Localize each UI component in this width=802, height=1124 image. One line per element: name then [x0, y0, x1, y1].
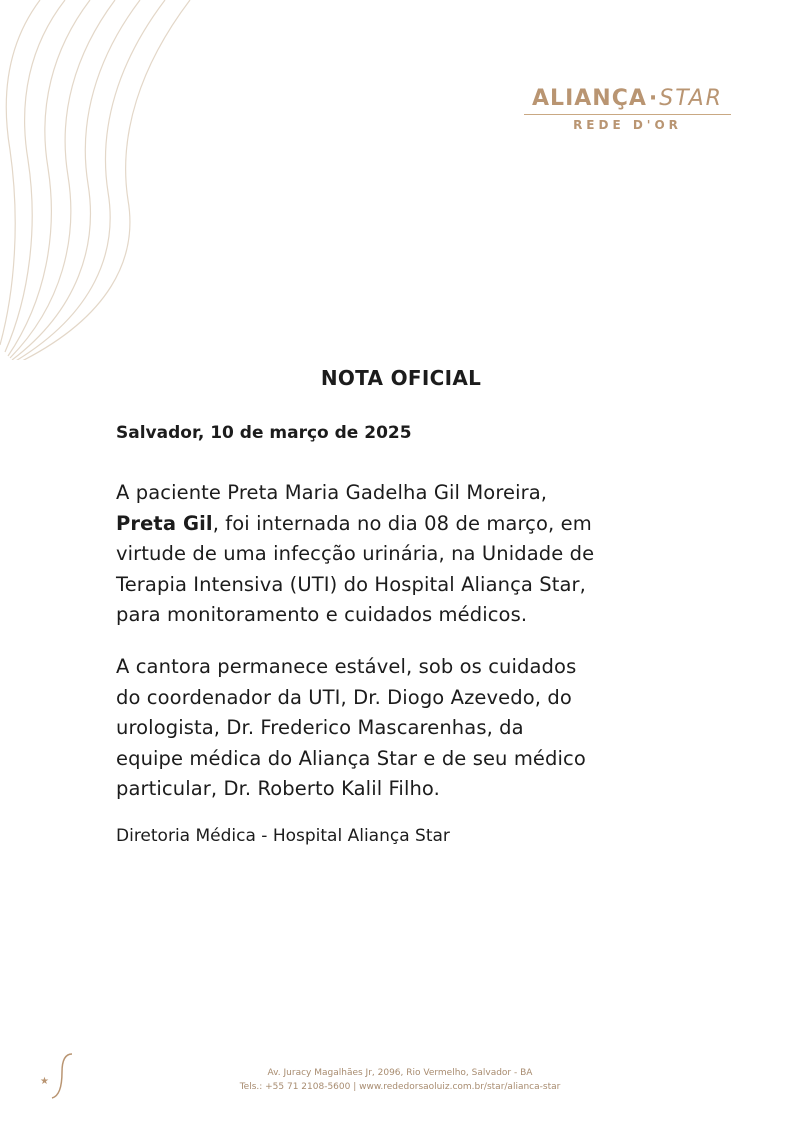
paragraph-1 [116, 478, 716, 631]
brand-logo [520, 86, 735, 132]
paragraph-2-line-2: do coordenador da UTI, Dr. Diogo Azevedo, do [116, 685, 572, 709]
paragraph-2-line-4: equipe médica do Aliança Star e de seu médico [116, 746, 586, 770]
footer-address: Av. Juracy Magalhães Jr, 2096, Rio Vermelho, Salvador - BA [267, 1068, 533, 1078]
signature: Diretoria Médica - Hospital Aliança Star [116, 826, 450, 846]
paragraph-1-line-3: virtude de uma infecção urinária, na Unidade de [116, 542, 595, 565]
footer-star-s-mark [38, 1050, 82, 1102]
footer-contact [170, 1066, 630, 1094]
logo-star-text: STAR [659, 86, 723, 111]
logo-dot: · [648, 86, 659, 111]
paragraph-1-line-2 [116, 509, 716, 540]
patient-name-bold: Preta Gil [116, 511, 213, 535]
document-date: Salvador, 10 de março de 2025 [116, 423, 412, 443]
paragraph-1-line-1: A paciente Preta Maria Gadelha Gil Moreira, [116, 481, 548, 504]
decorative-wave-lines [0, 0, 200, 360]
paragraph-2 [116, 652, 716, 805]
logo-subtitle: REDE D'OR [573, 118, 682, 132]
footer-phone-website: Tels.: +55 71 2108-5600 | www.rededorsaoluiz.com.br/star/alianca-star [239, 1082, 561, 1092]
svg-text:★: ★ [40, 1076, 49, 1087]
paragraph-2-line-5: particular, Dr. Roberto Kalil Filho. [116, 777, 440, 800]
logo-wordmark [520, 86, 735, 111]
paragraph-2-line-3: urologista, Dr. Frederico Mascarenhas, da [116, 716, 524, 739]
paragraph-1-line-2-rest: , foi internada no dia 08 de março, em [212, 511, 592, 535]
document-title: NOTA OFICIAL [320, 366, 482, 390]
paragraph-1-line-4: Terapia Intensiva (UTI) do Hospital Aliança Star, [116, 572, 586, 596]
paragraph-1-line-5: para monitoramento e cuidados médicos. [116, 603, 528, 626]
logo-divider [524, 114, 731, 115]
paragraph-2-line-1: A cantora permanece estável, sob os cuidados [116, 655, 577, 678]
logo-main-text: ALIANÇA [532, 86, 647, 111]
